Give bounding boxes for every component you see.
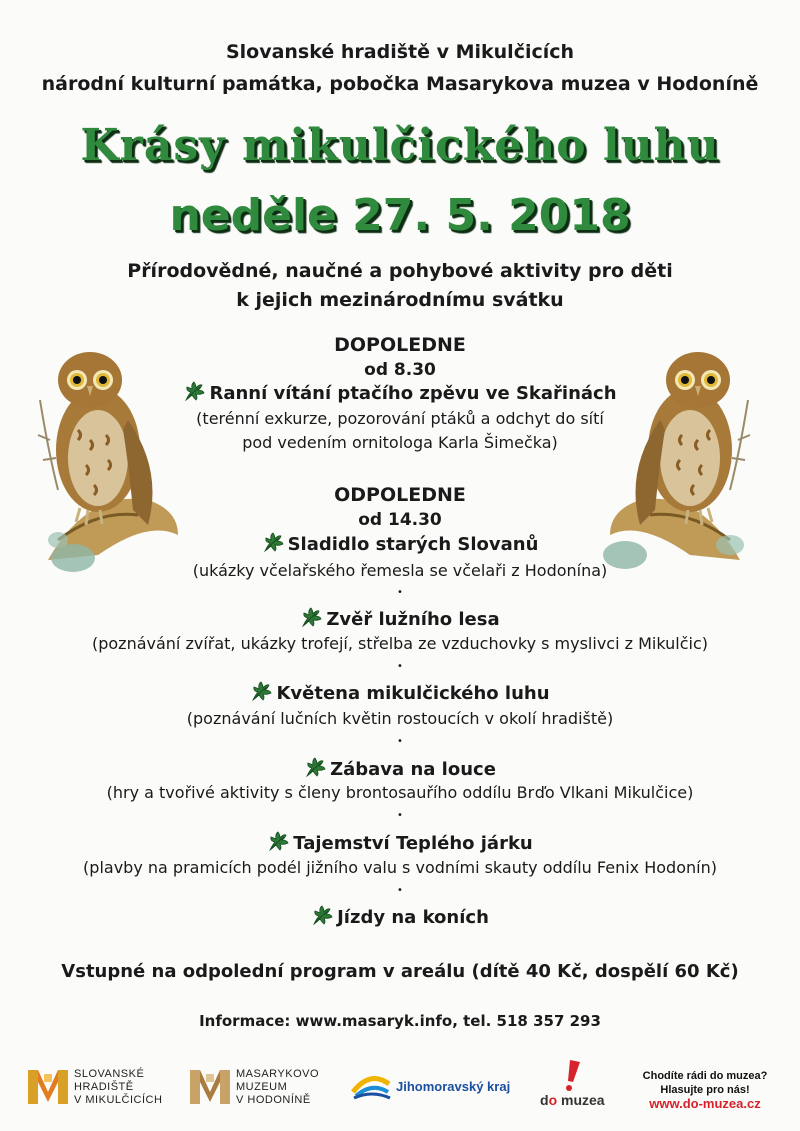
separator-dot: • xyxy=(397,736,403,747)
oak-leaf-icon xyxy=(311,904,335,926)
muzeum-logo-text xyxy=(236,1068,319,1107)
promo-line-1: Chodíte rádi do muzea? xyxy=(642,1070,768,1082)
activity-4-desc: (hry a tvořivé aktivity s členy brontosauřího oddílu Brďo Vlkani Mikulčice) xyxy=(106,783,694,802)
separator-dot: • xyxy=(397,661,403,672)
morning-time: od 8.30 xyxy=(364,360,436,380)
logo-line: V HODONÍNĚ xyxy=(236,1094,311,1106)
morning-activity-desc-2: pod vedením ornitologa Karla Šimečka) xyxy=(242,433,558,452)
oak-leaf-icon xyxy=(262,531,286,553)
oak-leaf-icon xyxy=(304,756,328,778)
logo-line: SLOVANSKÉ xyxy=(74,1068,145,1080)
activity-5-desc: (plavby na pramicích podél jižního valu s vodními skauty oddílu Fenix Hodonín) xyxy=(83,858,717,877)
morning-heading: DOPOLEDNE xyxy=(334,334,466,356)
event-title: Krásy mikulčického luhu xyxy=(80,120,720,171)
morning-activity-title xyxy=(0,380,800,404)
activity-2-desc: (poznávání zvířat, ukázky trofejí, střelba ze vzduchovky s myslivci z Mikulčic) xyxy=(91,634,708,653)
activity-1-title xyxy=(0,531,800,555)
morning-activity-desc-1: (terénní exkurze, pozorování ptáků a odchyt do sítí xyxy=(196,409,604,428)
do-muzea-logo-text xyxy=(540,1092,605,1108)
activity-title-text: Ranní vítání ptačího zpěvu ve Skařinách xyxy=(209,383,617,404)
logo-letter: o xyxy=(548,1092,558,1108)
activity-3-desc: (poznávání lučních květin rostoucích v okolí hradiště) xyxy=(186,709,614,728)
activity-3-title xyxy=(0,680,800,704)
header-line-1: Slovanské hradiště v Mikulčicích xyxy=(225,41,575,63)
logo-line: V MIKULČICÍCH xyxy=(74,1094,163,1106)
subtitle-line-1: Přírodovědné, naučné a pohybové aktivity pro děti xyxy=(127,260,673,282)
oak-leaf-icon xyxy=(250,680,274,702)
do-muzea-exclamation-icon xyxy=(556,1058,586,1094)
afternoon-time: od 14.30 xyxy=(358,510,442,530)
activity-5-title xyxy=(0,830,800,854)
activity-title-text: Zvěř lužního lesa xyxy=(326,609,500,630)
jihomoravsky-kraj-text: Jihomoravský kraj xyxy=(396,1079,511,1094)
masarykovo-muzeum-logo-icon xyxy=(188,1066,232,1106)
slovanske-logo-text xyxy=(74,1068,162,1107)
oak-leaf-icon xyxy=(300,606,324,628)
jihomoravsky-kraj-logo-icon xyxy=(350,1070,392,1100)
logo-line: MUZEUM xyxy=(236,1081,288,1093)
activity-1-desc: (ukázky včelařského řemesla se včelaři z Hodonína) xyxy=(192,561,608,580)
separator-dot: • xyxy=(397,885,403,896)
promo-line-2: Hlasujte pro nás! xyxy=(660,1084,750,1096)
logo-line: MASARYKOVO xyxy=(236,1068,320,1080)
header-line-2: národní kulturní památka, pobočka Masarykova muzea v Hodoníně xyxy=(41,73,759,95)
logo-letter: muzea xyxy=(557,1092,605,1108)
event-date: neděle 27. 5. 2018 xyxy=(169,190,631,241)
activity-6-title xyxy=(0,904,800,928)
separator-dot: • xyxy=(397,587,403,598)
activity-2-title xyxy=(0,606,800,630)
activity-title-text: Květena mikulčického luhu xyxy=(276,683,550,704)
activity-title-text: Tajemství Teplého járku xyxy=(293,833,533,854)
logo-letter: d xyxy=(540,1092,549,1108)
oak-leaf-icon xyxy=(183,380,207,402)
logo-line: HRADIŠTĚ xyxy=(74,1081,134,1093)
activity-4-title xyxy=(0,756,800,780)
slovanske-hradiste-logo-icon xyxy=(26,1066,70,1106)
separator-dot: • xyxy=(397,810,403,821)
info-text: Informace: www.masaryk.info, tel. 518 357 293 xyxy=(199,1012,601,1030)
promo-block xyxy=(630,1069,780,1111)
oak-leaf-icon xyxy=(267,830,291,852)
activity-title-text: Zábava na louce xyxy=(330,759,496,780)
activity-title-text: Jízdy na koních xyxy=(337,907,489,928)
afternoon-heading: ODPOLEDNE xyxy=(334,484,466,506)
subtitle-line-2: k jejich mezinárodnímu svátku xyxy=(236,289,564,311)
admission-text: Vstupné na odpolední program v areálu (dítě 40 Kč, dospělí 60 Kč) xyxy=(61,961,739,982)
promo-url[interactable]: www.do-muzea.cz xyxy=(649,1096,761,1111)
activity-title-text: Sladidlo starých Slovanů xyxy=(287,534,539,555)
